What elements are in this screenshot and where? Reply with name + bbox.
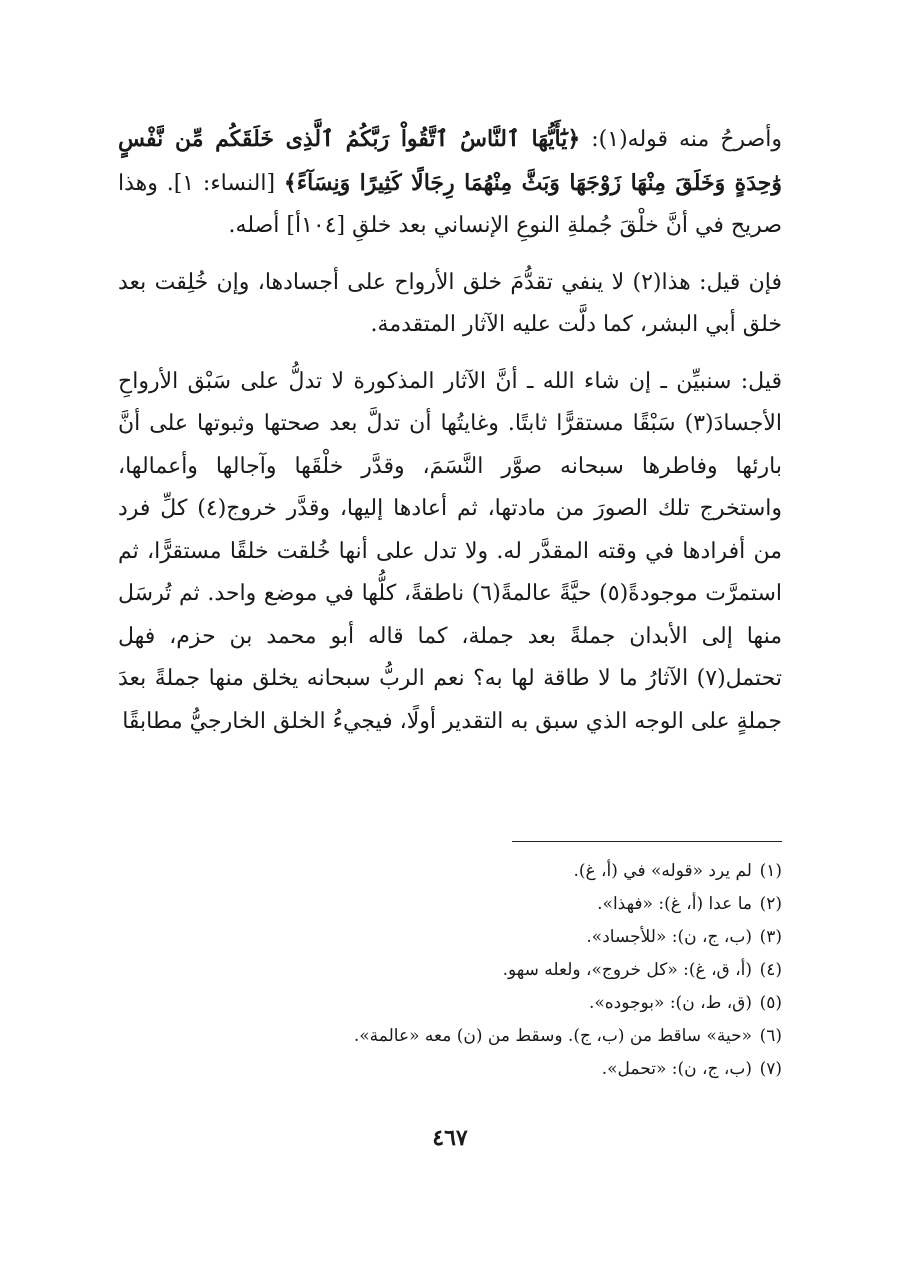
footnote (118, 954, 782, 987)
footnote-divider (512, 841, 782, 842)
footnote-text: ما عدا (أ، غ): «فهذا». (597, 894, 752, 914)
footnote-text: (أ، ق، غ): «كل خروج»، ولعله سهو. (502, 960, 752, 980)
paragraph-1-continuation: [النساء: ١]. وهذا صريح في أنَّ خلْقَ جُملةِ النوعِ الإنساني بعد خلقِ [١٠٤أ] أصله. (118, 170, 782, 238)
footnote-number: (٤) (759, 960, 782, 980)
footnote-number: (٧) (759, 1059, 782, 1079)
page-number: ٤٦٧ (432, 1125, 468, 1151)
footnote-number: (٢) (759, 894, 782, 914)
footnote (118, 855, 782, 888)
footnote-text: لم يرد «قوله» في (أ، غ). (573, 861, 752, 881)
footnote-number: (١) (759, 861, 782, 881)
paragraph-2: فإن قيل: هذا(٢) لا ينفي تقدُّمَ خلق الأرواح على أجسادها، وإن خُلِقت بعد خلق أبي البشر، كما دلَّت عليه الآثار المتقدمة. (118, 269, 782, 337)
footnote-number: (٥) (759, 993, 782, 1013)
footnotes-list (118, 855, 782, 1086)
footnote (118, 921, 782, 954)
footnote-text: «حية» ساقط من (ب، ج). وسقط من (ن) معه «عالمة». (353, 1026, 752, 1046)
footnote (118, 1053, 782, 1086)
footnote (118, 888, 782, 921)
footnote (118, 987, 782, 1020)
paragraph-3: قيل: سنبيِّن ـ إن شاء الله ـ أنَّ الآثار المذكورة لا تدلُّ على سَبْق الأرواحِ الأجسادَ(٣) سَبْقًا مستقرًّا ثابتًا. وغايتُها أن تدلَّ بعد صحتها وثبوتها على أنَّ بارئها وفاطرها سبحانه صوَّر النَّسَمَ، وقدَّر خلْقَها وآجالها وأعمالها، واستخرج تلك الصورَ من مادتها، ثم أعادها إليها، وقدَّر خروج(٤) كلِّ فرد من أفرادها في وقته المقدَّر له. ولا تدل على أنها خُلقت خلقًا مستقرًّا، ثم استمرَّت موجودةً(٥) حيَّةً عالمةً(٦) ناطقةً، كلُّها في موضع واحد. ثم تُرسَل منها إلى الأبدان جملةً بعد جملة، كما قاله أبو محمد بن حزم، فهل تحتمل(٧) الآثارُ ما لا طاقة لها به؟ نعم الربُّ سبحانه يخلق منها جملةً بعدَ جملةٍ على الوجه الذي سبق به التقدير أولًا، فيجيءُ الخلق الخارجيُّ مطابقًا (118, 368, 783, 734)
main-text (118, 118, 782, 757)
footnote-number: (٦) (759, 1026, 782, 1046)
quran-verse: ﴿يَٰٓأَيُّهَا ٱلنَّاسُ ٱتَّقُواْ رَبَّكُمُ ٱلَّذِى خَلَقَكُم مِّن نَّفْسٍ وَٰحِدَةٍ وَخَلَقَ مِنْهَا زَوْجَهَا وَبَثَّ مِنْهُمَا رِجَالًا كَثِيرًا وَنِسَآءً﴾ (118, 126, 782, 196)
footnote-text: (ب، ج، ن): «للأجساد». (586, 927, 752, 947)
footnote-number: (٣) (759, 927, 782, 947)
paragraph-1 (118, 118, 782, 248)
footnote-text: (ق، ط، ن): «بوجوده». (588, 993, 752, 1013)
footnote (118, 1020, 782, 1053)
paragraph-1-intro: وأصرحُ منه قوله(١): (580, 127, 782, 152)
footnote-text: (ب، ج، ن): «تحمل». (601, 1059, 752, 1079)
